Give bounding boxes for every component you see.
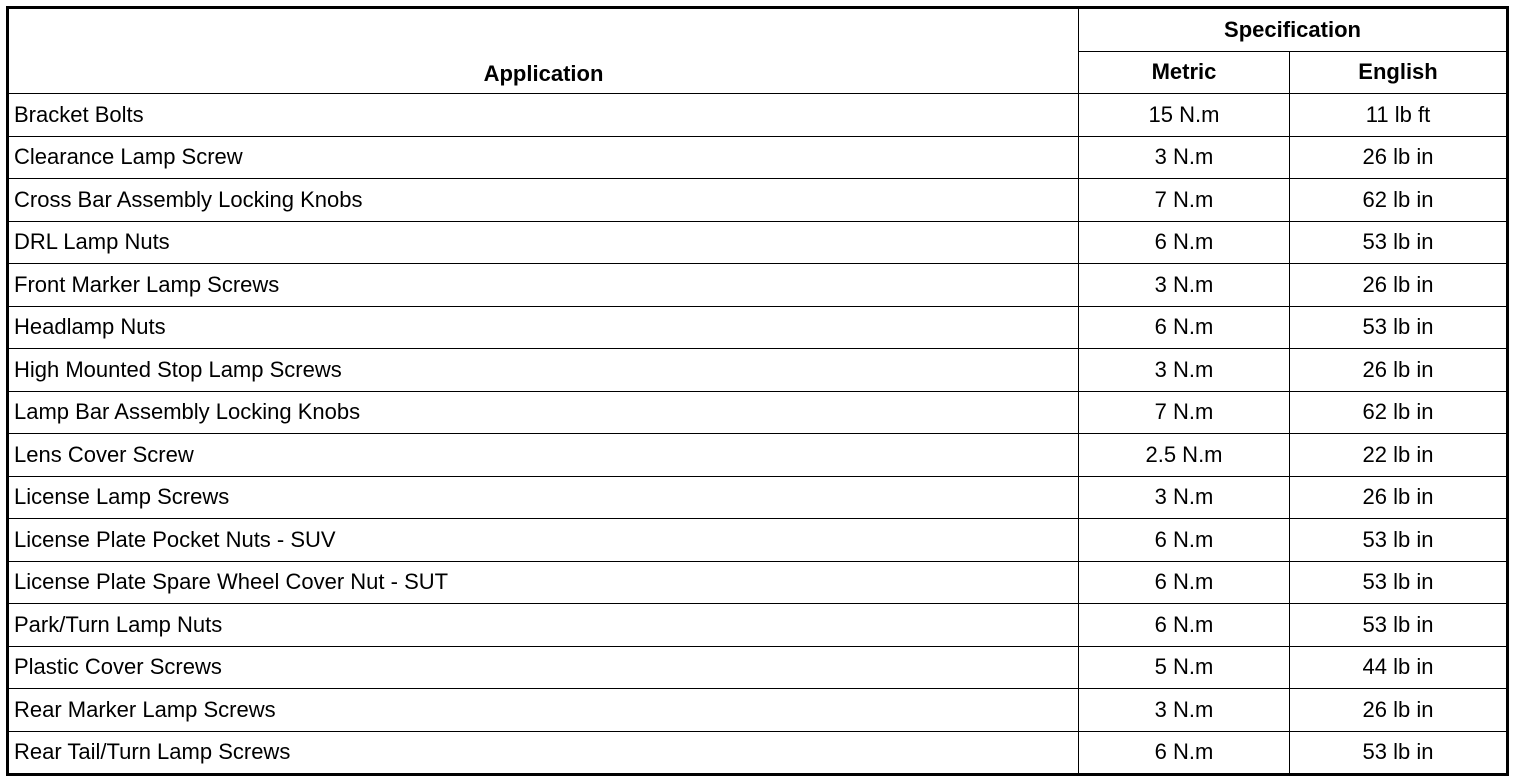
table-row	[8, 306, 1508, 349]
metric-cell: 15 N.m	[1079, 94, 1290, 137]
application-cell: Lamp Bar Assembly Locking Knobs	[8, 391, 1079, 434]
table-row	[8, 519, 1508, 562]
application-cell: Park/Turn Lamp Nuts	[8, 604, 1079, 647]
application-column-header: Application	[8, 8, 1079, 94]
table-header	[8, 8, 1508, 94]
application-cell: Front Marker Lamp Screws	[8, 264, 1079, 307]
table-row	[8, 94, 1508, 137]
table-row	[8, 646, 1508, 689]
english-cell: 53 lb in	[1290, 221, 1508, 264]
table-row	[8, 731, 1508, 775]
fastener-specification-table	[6, 6, 1509, 776]
application-cell: Lens Cover Screw	[8, 434, 1079, 477]
application-cell: Cross Bar Assembly Locking Knobs	[8, 179, 1079, 222]
application-cell: License Plate Pocket Nuts - SUV	[8, 519, 1079, 562]
application-cell: License Plate Spare Wheel Cover Nut - SUT	[8, 561, 1079, 604]
english-cell: 53 lb in	[1290, 561, 1508, 604]
table-body	[8, 94, 1508, 775]
metric-cell: 6 N.m	[1079, 519, 1290, 562]
application-cell: Clearance Lamp Screw	[8, 136, 1079, 179]
metric-cell: 3 N.m	[1079, 136, 1290, 179]
english-cell: 44 lb in	[1290, 646, 1508, 689]
english-cell: 11 lb ft	[1290, 94, 1508, 137]
table-row	[8, 561, 1508, 604]
application-cell: Plastic Cover Screws	[8, 646, 1079, 689]
english-cell: 26 lb in	[1290, 349, 1508, 392]
table-row	[8, 136, 1508, 179]
application-cell: Rear Marker Lamp Screws	[8, 689, 1079, 732]
english-cell: 62 lb in	[1290, 179, 1508, 222]
application-cell: License Lamp Screws	[8, 476, 1079, 519]
metric-cell: 6 N.m	[1079, 306, 1290, 349]
table-row	[8, 221, 1508, 264]
english-cell: 26 lb in	[1290, 689, 1508, 732]
english-cell: 22 lb in	[1290, 434, 1508, 477]
english-column-header: English	[1290, 51, 1508, 94]
english-cell: 53 lb in	[1290, 306, 1508, 349]
metric-cell: 3 N.m	[1079, 349, 1290, 392]
application-cell: Rear Tail/Turn Lamp Screws	[8, 731, 1079, 775]
metric-cell: 2.5 N.m	[1079, 434, 1290, 477]
english-cell: 62 lb in	[1290, 391, 1508, 434]
table-row	[8, 476, 1508, 519]
english-cell: 53 lb in	[1290, 519, 1508, 562]
english-cell: 26 lb in	[1290, 136, 1508, 179]
metric-cell: 6 N.m	[1079, 731, 1290, 775]
metric-cell: 5 N.m	[1079, 646, 1290, 689]
metric-cell: 3 N.m	[1079, 689, 1290, 732]
metric-column-header: Metric	[1079, 51, 1290, 94]
table-row	[8, 349, 1508, 392]
table-row	[8, 434, 1508, 477]
english-cell: 53 lb in	[1290, 731, 1508, 775]
metric-cell: 6 N.m	[1079, 604, 1290, 647]
english-cell: 26 lb in	[1290, 264, 1508, 307]
table-row	[8, 391, 1508, 434]
metric-cell: 7 N.m	[1079, 391, 1290, 434]
header-row-top	[8, 8, 1508, 52]
metric-cell: 3 N.m	[1079, 264, 1290, 307]
english-cell: 26 lb in	[1290, 476, 1508, 519]
table-row	[8, 689, 1508, 732]
application-cell: DRL Lamp Nuts	[8, 221, 1079, 264]
metric-cell: 7 N.m	[1079, 179, 1290, 222]
application-cell: Headlamp Nuts	[8, 306, 1079, 349]
application-cell: Bracket Bolts	[8, 94, 1079, 137]
table-row	[8, 264, 1508, 307]
specification-column-header: Specification	[1079, 8, 1508, 52]
application-cell: High Mounted Stop Lamp Screws	[8, 349, 1079, 392]
english-cell: 53 lb in	[1290, 604, 1508, 647]
table-row	[8, 604, 1508, 647]
metric-cell: 6 N.m	[1079, 561, 1290, 604]
metric-cell: 3 N.m	[1079, 476, 1290, 519]
metric-cell: 6 N.m	[1079, 221, 1290, 264]
table-row	[8, 179, 1508, 222]
